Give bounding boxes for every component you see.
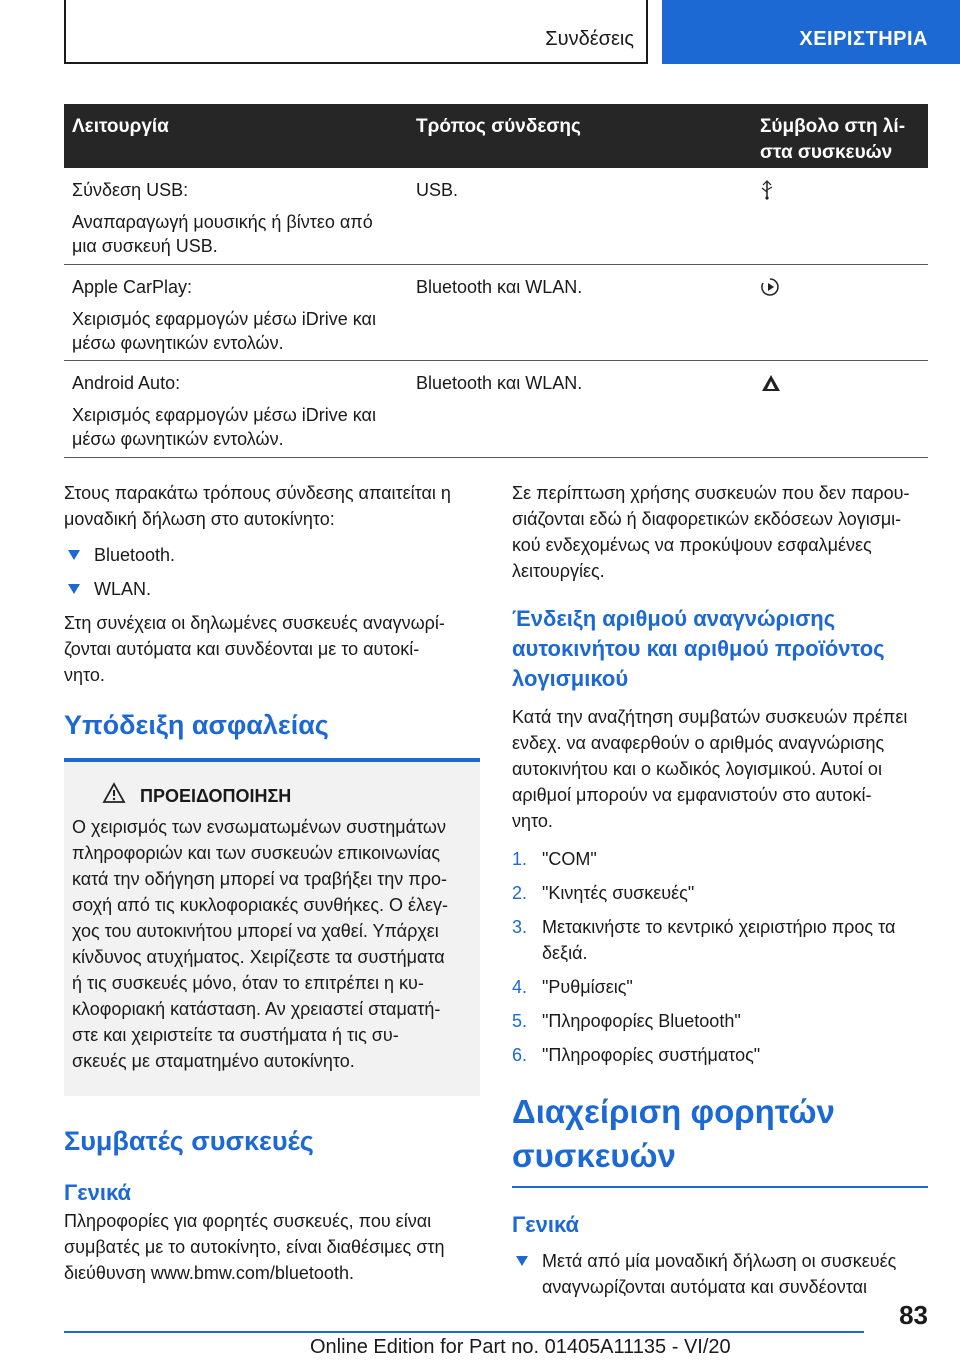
- footer-rule: [64, 1331, 864, 1333]
- bullet-triangle-icon: [68, 550, 80, 560]
- id-heading: Ένδειξη αριθμού αναγνώρισης αυτοκινήτου και αριθμού προϊόντος λογισμικού: [512, 606, 885, 691]
- page-number: 83: [899, 1300, 928, 1330]
- table-row: [64, 168, 928, 265]
- right-column: [512, 480, 928, 1308]
- id-paragraph: Κατά την αναζήτηση συμβατών συσκευών πρέπει ενδεχ. να αναφερθούν ο αριθμός αναγνώρισης αυτοκινήτου και ο κωδικός λογισμικού. Αυτοί οι αριθμοί μπορούν να εμφανιστούν στο αυτοκί- νητο.: [512, 707, 908, 831]
- header-chapter-tab: [662, 0, 960, 64]
- left-column: [64, 480, 480, 1294]
- warning-box: [64, 762, 480, 1096]
- step-item: 3. Μετακινήστε το κεντρικό χειριστήριο προς τα δεξιά.: [512, 917, 896, 963]
- warning-title: ΠΡΟΕΙΔΟΠΟΙΗΣΗ: [72, 784, 472, 808]
- header-section-box: [64, 0, 648, 64]
- step-item: 2. "Κινητές συσκευές": [512, 883, 695, 903]
- step-item: 6. "Πληροφορίες συστήματος": [512, 1045, 761, 1065]
- connection-cell: Bluetooth και WLAN.: [416, 373, 583, 393]
- mgmt-heading: Διαχείριση φορητών συσκευών: [512, 1093, 835, 1174]
- warning-text: Ο χειρισμός των ενσωματωμένων συστημάτων πληροφοριών και των συσκευών επικοινωνίας κατά την οδήγηση μπορεί να τραβήξει την προ- σοχή από τις κυκλοφοριακές συνθήκες. Ο έλεγ- χος του αυτοκινήτου μπορεί να χαθεί. Υπάρχει κίνδυνος ατυχήματος. Χειρίζεστε τα συστήματα ή τις συσκευές μόνο, όταν το επιτρέπει η κυ- κλοφοριακή κατάσταση. Αν χρειαστεί σταματή- στε και χειριστείτε τα συστήματα ή τις συ- σκευές με σταματημένο αυτοκίνητο.: [72, 817, 449, 1071]
- warning-triangle-icon: [102, 782, 126, 810]
- list-item: Bluetooth.: [64, 542, 480, 568]
- after-paragraph: Στη συνέχεια οι δηλωμένες συσκευές αναγνωρί- ζονται αυτόματα και συνδέονται με το αυτοκί- νητο.: [64, 613, 445, 685]
- chapter-title: ΧΕΙΡΙΣΤΗΡΙΑ: [799, 28, 928, 50]
- connection-table: [64, 104, 928, 458]
- connection-cell: Bluetooth και WLAN.: [416, 277, 583, 297]
- connection-cell: USB.: [416, 180, 459, 200]
- section-title: Συνδέσεις: [545, 28, 634, 50]
- table-header-connection: Τρόπος σύνδεσης: [416, 116, 581, 137]
- function-cell: Android Auto: Χειρισμός εφαρμογών μέσω iDrive και μέσω φωνητικών εντολών.: [72, 373, 376, 449]
- bullet-triangle-icon: [68, 584, 80, 594]
- step-item: 5. "Πληροφορίες Bluetooth": [512, 1011, 741, 1031]
- safety-heading: Υπόδειξη ασφαλείας: [64, 710, 329, 740]
- function-cell: Σύνδεση USB: Αναπαραγωγή μουσικής ή βίντεο από μια συσκευή USB.: [72, 180, 373, 256]
- list-item: Μετά από μία μοναδική δήλωση οι συσκευές αναγνωρίζονται αυτόματα και συνδέονται: [512, 1248, 928, 1300]
- general-paragraph: Πληροφορίες για φορητές συσκευές, που είναι συμβατές με το αυτοκίνητο, είναι διαθέσιμες στη διεύθυνση www.bmw.com/bluetooth.: [64, 1211, 445, 1283]
- bullet-triangle-icon: [516, 1256, 528, 1266]
- list-item: WLAN.: [64, 576, 480, 602]
- step-item: 1. "COM": [512, 849, 597, 869]
- table-row: [64, 361, 928, 458]
- function-cell: Apple CarPlay: Χειρισμός εφαρμογών μέσω iDrive και μέσω φωνητικών εντολών.: [72, 277, 376, 353]
- carplay-icon: [760, 277, 780, 303]
- table-header-function: Λειτουργία: [72, 116, 169, 137]
- footer-edition: Online Edition for Part no. 01405A11135 - VI/20: [310, 1336, 731, 1358]
- table-row: [64, 265, 928, 361]
- heading-rule: [512, 1186, 928, 1188]
- table-header-symbol: Σύμβολο στη λί- στα συσκευών: [760, 116, 906, 163]
- android-auto-icon: [760, 373, 782, 399]
- compat-heading: Συμβατές συσκευές: [64, 1126, 314, 1156]
- step-item: 4. "Ρυθμίσεις": [512, 977, 633, 997]
- usb-icon: [760, 180, 774, 206]
- intro-paragraph: Σε περίπτωση χρήσης συσκευών που δεν παρου- σιάζονται εδώ ή διαφορετικών εκδόσεων λογισμι- κού ενδεχομένως να προκύψουν εσφαλμένες λειτουργίες.: [512, 483, 910, 581]
- table-header: [64, 104, 928, 168]
- general-heading: Γενικά: [64, 1180, 132, 1205]
- intro-paragraph: Στους παρακάτω τρόπους σύνδεσης απαιτείται η μοναδική δήλωση στο αυτοκίνητο:: [64, 483, 451, 529]
- general-heading: Γενικά: [512, 1212, 580, 1237]
